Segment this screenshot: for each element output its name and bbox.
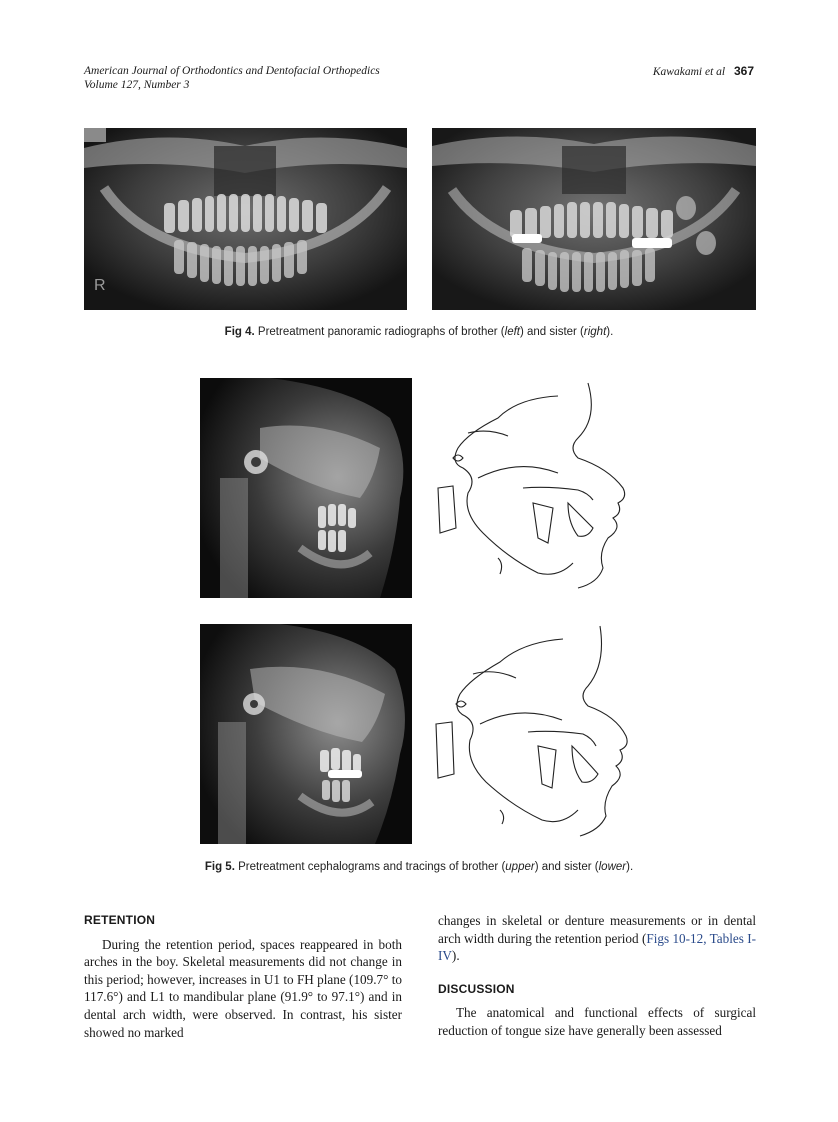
journal-title: American Journal of Orthodontics and Dentofacial Orthopedics: [84, 65, 380, 77]
discussion-paragraph: The anatomical and functional effects of surgical reduction of tongue size have generally been assessed: [438, 1005, 756, 1038]
panoramic-radiograph-brother: [84, 128, 407, 310]
running-authors: Kawakami et al: [652, 66, 726, 78]
cephalogram-brother: [200, 378, 412, 598]
fig5-caption: Fig 5. Pretreatment cephalograms and tracings of brother (upper) and sister (lower).: [204, 861, 634, 873]
fig4-label: Fig 4.: [224, 326, 255, 338]
discussion-heading: DISCUSSION: [438, 981, 515, 996]
right-column: [438, 912, 756, 1040]
figure-table-reference-link[interactable]: Figs 10-12, Tables I-IV: [438, 930, 757, 964]
retention-paragraph-part2: changes in skeletal or denture measurements or in dental arch width during the retention period (Figs 10-12, Tables I-IV).: [438, 913, 757, 964]
tracing-sister: [428, 624, 640, 844]
journal-volume: Volume 127, Number 3: [84, 79, 190, 91]
panoramic-radiograph-sister: [432, 128, 756, 310]
running-header-left: [84, 64, 380, 92]
cephalogram-sister: [200, 624, 412, 844]
fig5-label: Fig 5.: [204, 861, 235, 873]
retention-heading: RETENTION: [84, 913, 156, 927]
tracing-brother: [428, 378, 640, 598]
left-column: [84, 912, 402, 1041]
retention-paragraph-part1: During the retention period, spaces reappeared in both arches in the boy. Skeletal measurements did not change in this period; however, increases in U1 to FH plane (109.7° to 117.6°) and L1 to mandibular plane (91.9° to 97.1°) and in dental arch width, were observed. In contrast, his sister showed no marked: [84, 936, 402, 1040]
running-header-right: [653, 64, 754, 78]
page-number: 367: [733, 64, 754, 78]
radiograph-marker: R: [94, 277, 106, 294]
fig4-caption: Fig 4. Pretreatment panoramic radiographs of brother (left) and sister (right).: [224, 326, 614, 338]
